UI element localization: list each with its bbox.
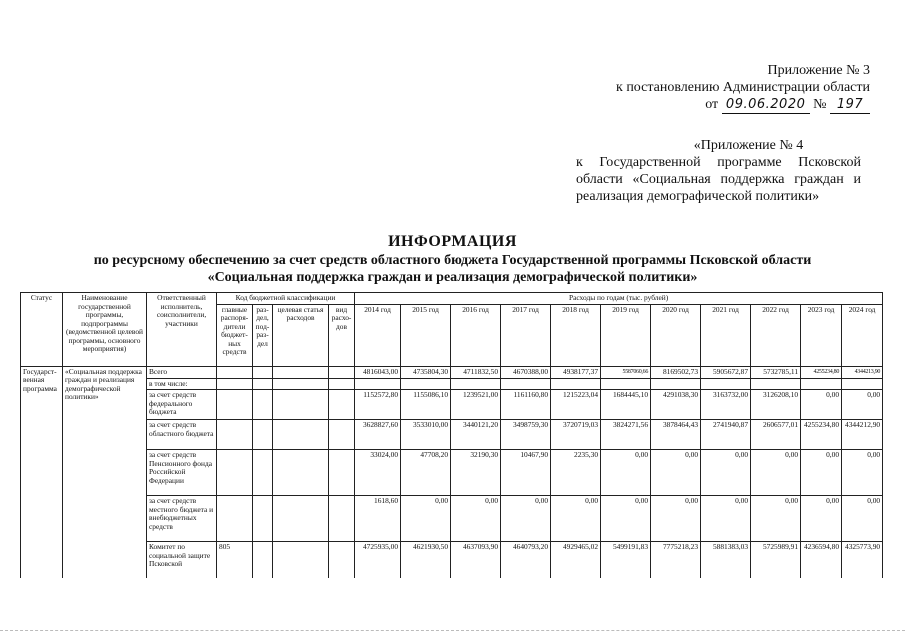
row-section	[253, 420, 273, 450]
row-label: за счет средств Пенсионного фонда Российской Федерации	[147, 450, 217, 496]
row-grbs	[217, 496, 253, 542]
table-row	[21, 420, 883, 450]
th-expenses-group: Расходы по годам (тыс. рублей)	[355, 293, 883, 305]
value-cell: 47708,20	[401, 450, 451, 496]
row-section	[253, 366, 273, 378]
value-cell: 4670388,00	[501, 366, 551, 378]
status-cell: Государст-венная программа	[21, 366, 63, 578]
row-type	[329, 450, 355, 496]
value-cell: 0,00	[551, 496, 601, 542]
value-cell: 4640793,20	[501, 542, 551, 578]
table-row	[21, 496, 883, 542]
row-target	[273, 366, 329, 378]
value-cell: 1155086,10	[401, 390, 451, 420]
value-cell: 4711832,50	[451, 366, 501, 378]
row-target	[273, 542, 329, 578]
value-cell: 3126208,10	[751, 390, 801, 420]
value-cell: 4938177,37	[551, 366, 601, 378]
th-year-2024: 2024 год	[842, 304, 883, 366]
value-cell: 5587060,66	[601, 366, 651, 378]
value-cell: 4344213,90	[842, 366, 883, 378]
value-cell: 4255234,80	[801, 366, 842, 378]
th-code-group: Код бюджетной классификации	[217, 293, 355, 305]
appendix-4-text: к Государственной программе Псковской области «Социальная поддержка граждан и реализация демографической политики»	[576, 155, 861, 204]
th-year-2019: 2019 год	[601, 304, 651, 366]
value-cell: 0,00	[842, 390, 883, 420]
value-cell: 4344212,90	[842, 420, 883, 450]
th-year-2021: 2021 год	[701, 304, 751, 366]
value-cell: 2741940,87	[701, 420, 751, 450]
value-cell: 1684445,10	[601, 390, 651, 420]
row-section	[253, 542, 273, 578]
table-row	[21, 378, 883, 390]
value-cell	[751, 378, 801, 390]
value-cell: 0,00	[451, 496, 501, 542]
value-cell: 5499191,83	[601, 542, 651, 578]
appendix-3-number: 197	[830, 96, 870, 114]
row-section	[253, 390, 273, 420]
page-edge-line	[0, 630, 905, 631]
value-cell: 1239521,00	[451, 390, 501, 420]
row-grbs	[217, 378, 253, 390]
row-label: в том числе:	[147, 378, 217, 390]
table-row	[21, 542, 883, 578]
value-cell	[601, 378, 651, 390]
value-cell: 0,00	[751, 496, 801, 542]
value-cell: 3824271,56	[601, 420, 651, 450]
value-cell: 4621930,50	[401, 542, 451, 578]
value-cell: 7775218,23	[651, 542, 701, 578]
row-grbs	[217, 420, 253, 450]
value-cell: 5732785,11	[751, 366, 801, 378]
value-cell: 3628827,60	[355, 420, 401, 450]
row-section	[253, 496, 273, 542]
value-cell: 1152572,80	[355, 390, 401, 420]
th-name: Наименование государственной программы, подпрограммы (ведомственной целевой программы, основного мероприятия)	[63, 293, 147, 367]
appendix-3-from: от	[705, 97, 719, 112]
value-cell	[551, 378, 601, 390]
value-cell: 3878464,43	[651, 420, 701, 450]
value-cell: 3533010,00	[401, 420, 451, 450]
row-target	[273, 496, 329, 542]
value-cell: 5905672,87	[701, 366, 751, 378]
row-label: за счет средств областного бюджета	[147, 420, 217, 450]
resource-table	[20, 292, 883, 578]
value-cell: 1618,60	[355, 496, 401, 542]
row-target	[273, 378, 329, 390]
value-cell: 4236594,80	[801, 542, 842, 578]
row-label: за счет средств местного бюджета и внебюджетных средств	[147, 496, 217, 542]
row-target	[273, 390, 329, 420]
value-cell: 1215223,04	[551, 390, 601, 420]
value-cell: 0,00	[601, 450, 651, 496]
appendix-4-title: «Приложение № 4	[693, 138, 804, 153]
th-year-2020: 2020 год	[651, 304, 701, 366]
appendix-3-title: Приложение № 3	[767, 63, 870, 78]
value-cell: 0,00	[751, 450, 801, 496]
value-cell: 4291038,30	[651, 390, 701, 420]
row-grbs	[217, 450, 253, 496]
th-code-section: раз-дел, под-раз-дел	[253, 304, 273, 366]
table-row	[21, 366, 883, 378]
row-label: за счет средств федерального бюджета	[147, 390, 217, 420]
value-cell: 2606577,01	[751, 420, 801, 450]
value-cell: 4816043,00	[355, 366, 401, 378]
row-grbs: 805	[217, 542, 253, 578]
value-cell	[801, 378, 842, 390]
th-year-2017: 2017 год	[501, 304, 551, 366]
value-cell: 4325773,90	[842, 542, 883, 578]
value-cell: 4929465,02	[551, 542, 601, 578]
row-type	[329, 420, 355, 450]
value-cell	[651, 378, 701, 390]
value-cell: 0,00	[701, 496, 751, 542]
appendix-3-date: 09.06.2020	[722, 96, 810, 114]
value-cell: 4725935,00	[355, 542, 401, 578]
value-cell: 3163732,00	[701, 390, 751, 420]
th-code-type: вид расхо-дов	[329, 304, 355, 366]
value-cell: 32190,30	[451, 450, 501, 496]
value-cell: 0,00	[401, 496, 451, 542]
value-cell: 0,00	[651, 450, 701, 496]
th-code-target: целевая статья расходов	[273, 304, 329, 366]
value-cell: 0,00	[801, 450, 842, 496]
title-line-1: ИНФОРМАЦИЯ	[388, 233, 517, 250]
value-cell: 4255234,80	[801, 420, 842, 450]
th-year-2015: 2015 год	[401, 304, 451, 366]
row-type	[329, 366, 355, 378]
appendix-3-no-label: №	[813, 97, 827, 112]
value-cell: 3440121,20	[451, 420, 501, 450]
th-year-2018: 2018 год	[551, 304, 601, 366]
row-type	[329, 390, 355, 420]
row-type	[329, 378, 355, 390]
th-responsible: Ответственный исполнитель, соисполнители, участники	[147, 293, 217, 367]
row-target	[273, 420, 329, 450]
value-cell	[501, 378, 551, 390]
value-cell: 0,00	[842, 450, 883, 496]
value-cell	[355, 378, 401, 390]
appendix-3-block	[570, 62, 870, 114]
appendix-3-line2: к постановлению Администрации области	[616, 80, 870, 95]
value-cell	[842, 378, 883, 390]
th-status: Статус	[21, 293, 63, 367]
th-code-grbs: главные распоря-дители бюджет-ных средств	[217, 304, 253, 366]
value-cell: 0,00	[701, 450, 751, 496]
title-line-2: по ресурсному обеспечению за счет средств областного бюджета Государственной программы Псковской области	[93, 253, 812, 268]
row-target	[273, 450, 329, 496]
value-cell: 0,00	[842, 496, 883, 542]
value-cell: 3498759,30	[501, 420, 551, 450]
appendix-4-block	[576, 137, 861, 205]
row-type	[329, 496, 355, 542]
value-cell: 0,00	[501, 496, 551, 542]
appendix-3-date-line	[705, 96, 870, 114]
value-cell: 4637093,90	[451, 542, 501, 578]
row-section	[253, 450, 273, 496]
value-cell: 0,00	[601, 496, 651, 542]
value-cell	[451, 378, 501, 390]
document-title	[30, 232, 875, 286]
value-cell: 10467,90	[501, 450, 551, 496]
th-year-2022: 2022 год	[751, 304, 801, 366]
value-cell: 8169502,73	[651, 366, 701, 378]
value-cell: 4735804,30	[401, 366, 451, 378]
value-cell: 3720719,03	[551, 420, 601, 450]
program-name-cell: «Социальная поддержка граждан и реализация демографической политики»	[63, 366, 147, 578]
th-year-2023: 2023 год	[801, 304, 842, 366]
value-cell	[401, 378, 451, 390]
th-year-2016: 2016 год	[451, 304, 501, 366]
value-cell	[701, 378, 751, 390]
row-label: Всего	[147, 366, 217, 378]
value-cell: 0,00	[801, 390, 842, 420]
table-row	[21, 390, 883, 420]
row-grbs	[217, 390, 253, 420]
value-cell: 0,00	[651, 496, 701, 542]
value-cell: 5881383,03	[701, 542, 751, 578]
header-row-1	[21, 293, 883, 305]
value-cell: 5725989,91	[751, 542, 801, 578]
title-line-3: «Социальная поддержка граждан и реализация демографической политики»	[207, 270, 698, 285]
value-cell: 1161160,80	[501, 390, 551, 420]
row-grbs	[217, 366, 253, 378]
row-section	[253, 378, 273, 390]
row-type	[329, 542, 355, 578]
value-cell: 0,00	[801, 496, 842, 542]
value-cell: 33024,00	[355, 450, 401, 496]
value-cell: 2235,30	[551, 450, 601, 496]
row-label: Комитет по социальной защите Псковской	[147, 542, 217, 578]
table-row	[21, 450, 883, 496]
th-year-2014: 2014 год	[355, 304, 401, 366]
